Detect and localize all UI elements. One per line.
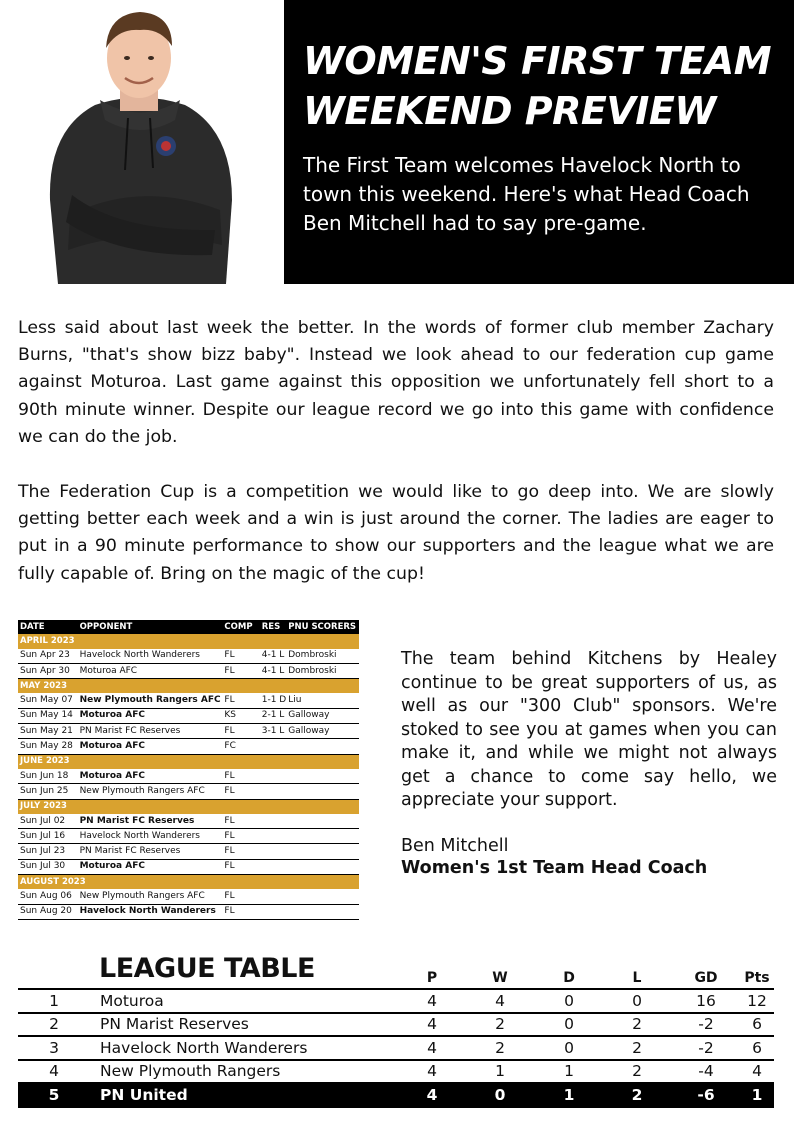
league-won: 0 [464, 1083, 536, 1107]
fixtures-header-scorers: PNU SCORERS [286, 620, 359, 634]
fixtures-month-label: AUGUST 2023 [18, 875, 359, 890]
league-position: 4 [18, 1060, 90, 1084]
fixture-scorers [286, 739, 359, 754]
league-position: 1 [18, 989, 90, 1013]
league-header-team [90, 968, 400, 989]
fixture-date: Sun Aug 20 [18, 904, 78, 919]
league-table-title: LEAGUE TABLE [99, 953, 315, 984]
fixture-comp: FL [222, 784, 259, 799]
fixture-comp: FL [222, 814, 259, 829]
signature-title: Women's 1st Team Head Coach [401, 858, 708, 878]
league-won: 4 [464, 989, 536, 1013]
league-won: 1 [464, 1060, 536, 1084]
fixture-date: Sun Jun 25 [18, 784, 78, 799]
fixtures-header-row [18, 620, 359, 634]
fixtures-row [18, 769, 359, 784]
league-lost: 2 [602, 1083, 672, 1107]
fixture-scorers [286, 889, 359, 904]
fixture-result: 2-1 L [260, 708, 287, 723]
fixtures-row [18, 814, 359, 829]
header-panel [284, 0, 794, 284]
fixture-result [260, 829, 287, 844]
league-goal-difference: 16 [672, 989, 740, 1013]
league-goal-difference: -2 [672, 1013, 740, 1037]
fixture-opponent: New Plymouth Rangers AFC [78, 889, 223, 904]
fixture-opponent: Havelock North Wanderers [78, 904, 223, 919]
fixture-result: 4-1 L [260, 663, 287, 678]
fixtures-row [18, 693, 359, 708]
league-won: 2 [464, 1036, 536, 1060]
fixture-result [260, 904, 287, 919]
league-played: 4 [400, 1060, 464, 1084]
league-row [18, 1036, 774, 1060]
fixtures-table [18, 620, 359, 920]
league-drawn: 0 [536, 1036, 602, 1060]
fixture-result: 4-1 L [260, 649, 287, 664]
fixtures-header-date: DATE [18, 620, 78, 634]
sponsor-message: The team behind Kitchens by Healey continue to be great supporters of us, as well as our "300 Club" sponsors. We're stoked to see you at games when you can make it, and while we might not always get a chance to come say hello, we appreciate your support. [401, 649, 777, 810]
fixtures-month-label: APRIL 2023 [18, 634, 359, 648]
league-position: 3 [18, 1036, 90, 1060]
league-drawn: 0 [536, 989, 602, 1013]
league-table [18, 968, 774, 1108]
fixture-comp: FL [222, 859, 259, 874]
fixture-opponent: Moturoa AFC [78, 708, 223, 723]
fixture-date: Sun Aug 06 [18, 889, 78, 904]
fixture-date: Sun Apr 30 [18, 663, 78, 678]
fixture-opponent: Havelock North Wanderers [78, 829, 223, 844]
league-header-row [18, 968, 774, 989]
fixtures-month-label: MAY 2023 [18, 679, 359, 694]
league-row [18, 989, 774, 1013]
league-lost: 2 [602, 1060, 672, 1084]
league-header-l: L [602, 968, 672, 989]
fixtures-header-comp: COMP [222, 620, 259, 634]
fixture-opponent: PN Marist FC Reserves [78, 724, 223, 739]
league-header-pts: Pts [740, 968, 774, 989]
fixture-comp: FC [222, 739, 259, 754]
fixture-opponent: Moturoa AFC [78, 663, 223, 678]
league-won: 2 [464, 1013, 536, 1037]
fixture-comp: FL [222, 769, 259, 784]
fixture-result [260, 784, 287, 799]
fixture-date: Sun Apr 23 [18, 649, 78, 664]
fixture-scorers [286, 904, 359, 919]
league-position: 2 [18, 1013, 90, 1037]
fixture-opponent: Moturoa AFC [78, 739, 223, 754]
article-paragraph-2: The Federation Cup is a competition we would like to go deep into. We are slowly getting better each week and a win is just around the corner. The ladies are eager to put in a 90 minute performance to show our supporters and the league what we are fully capable of. Bring on the magic of the cup! [18, 482, 774, 584]
fixtures-month-label: JULY 2023 [18, 799, 359, 814]
fixture-result [260, 739, 287, 754]
fixture-opponent: New Plymouth Rangers AFC [78, 693, 223, 708]
fixture-scorers [286, 784, 359, 799]
fixture-scorers [286, 814, 359, 829]
fixture-result [260, 844, 287, 859]
fixture-opponent: Moturoa AFC [78, 769, 223, 784]
league-lost: 2 [602, 1013, 672, 1037]
league-row [18, 1013, 774, 1037]
league-row [18, 1060, 774, 1084]
fixture-date: Sun Jul 16 [18, 829, 78, 844]
intro-text: The First Team welcomes Havelock North to town this weekend. Here's what Head Coach Ben Mitchell had to say pre-game. [303, 153, 750, 235]
fixture-result [260, 769, 287, 784]
league-points: 12 [740, 989, 774, 1013]
fixture-date: Sun May 14 [18, 708, 78, 723]
fixture-scorers [286, 859, 359, 874]
fixture-scorers [286, 844, 359, 859]
fixture-result: 1-1 D [260, 693, 287, 708]
league-team: New Plymouth Rangers [90, 1060, 400, 1084]
fixtures-month-row [18, 754, 359, 769]
fixture-opponent: PN Marist FC Reserves [78, 844, 223, 859]
league-played: 4 [400, 1036, 464, 1060]
fixtures-row [18, 844, 359, 859]
league-drawn: 0 [536, 1013, 602, 1037]
fixtures-month-row [18, 875, 359, 890]
fixtures-header-res: RES [260, 620, 287, 634]
article-paragraph-1: Less said about last week the better. In the words of former club member Zachary Burns, "that's show bizz baby". Instead we look ahead to our federation cup game against Moturoa. Last game against this opposition we unfortunately fell short to a 90th minute winner. Despite our league record we go into this game with confidence we can do the job. [18, 318, 774, 447]
fixture-opponent: Moturoa AFC [78, 859, 223, 874]
fixture-scorers: Dombroski [286, 663, 359, 678]
fixture-comp: FL [222, 889, 259, 904]
fixture-date: Sun Jun 18 [18, 769, 78, 784]
fixture-date: Sun May 21 [18, 724, 78, 739]
fixtures-row [18, 784, 359, 799]
fixture-result [260, 814, 287, 829]
league-team: PN United [90, 1083, 400, 1107]
fixtures-row [18, 889, 359, 904]
title-line-2: WEEKEND PREVIEW [303, 89, 716, 133]
fixtures-month-row [18, 799, 359, 814]
fixture-scorers [286, 769, 359, 784]
league-lost: 0 [602, 989, 672, 1013]
league-header-gd: GD [672, 968, 740, 989]
fixture-comp: FL [222, 844, 259, 859]
fixture-opponent: New Plymouth Rangers AFC [78, 784, 223, 799]
fixture-scorers: Liu [286, 693, 359, 708]
fixture-scorers: Dombroski [286, 649, 359, 664]
league-drawn: 1 [536, 1060, 602, 1084]
fixture-date: Sun Jul 23 [18, 844, 78, 859]
league-goal-difference: -2 [672, 1036, 740, 1060]
league-goal-difference: -6 [672, 1083, 740, 1107]
fixture-date: Sun May 07 [18, 693, 78, 708]
signature-name: Ben Mitchell [401, 836, 509, 856]
fixture-scorers: Galloway [286, 724, 359, 739]
fixtures-month-row [18, 634, 359, 648]
fixtures-row [18, 904, 359, 919]
fixtures-month-label: JUNE 2023 [18, 754, 359, 769]
league-points: 4 [740, 1060, 774, 1084]
league-drawn: 1 [536, 1083, 602, 1107]
fixture-result [260, 859, 287, 874]
fixture-comp: FL [222, 693, 259, 708]
coach-photo [0, 0, 284, 284]
fixtures-row [18, 708, 359, 723]
league-header-p: P [400, 968, 464, 989]
league-team: Havelock North Wanderers [90, 1036, 400, 1060]
league-header-pos [18, 968, 90, 989]
league-header-w: W [464, 968, 536, 989]
league-position: 5 [18, 1083, 90, 1107]
league-played: 4 [400, 1013, 464, 1037]
fixtures-row [18, 649, 359, 664]
fixture-comp: FL [222, 649, 259, 664]
fixture-opponent: Havelock North Wanderers [78, 649, 223, 664]
league-team: Moturoa [90, 989, 400, 1013]
fixtures-month-row [18, 679, 359, 694]
fixtures-row [18, 739, 359, 754]
fixtures-row [18, 724, 359, 739]
league-played: 4 [400, 1083, 464, 1107]
league-row [18, 1083, 774, 1107]
title-line-1: WOMEN'S FIRST TEAM [303, 39, 772, 83]
league-goal-difference: -4 [672, 1060, 740, 1084]
fixtures-row [18, 829, 359, 844]
fixture-comp: FL [222, 724, 259, 739]
fixture-scorers: Galloway [286, 708, 359, 723]
league-lost: 2 [602, 1036, 672, 1060]
fixtures-header-opponent: OPPONENT [78, 620, 223, 634]
fixture-comp: FL [222, 663, 259, 678]
fixture-date: Sun Jul 30 [18, 859, 78, 874]
fixture-date: Sun Jul 02 [18, 814, 78, 829]
league-played: 4 [400, 989, 464, 1013]
fixture-comp: FL [222, 904, 259, 919]
fixture-date: Sun May 28 [18, 739, 78, 754]
league-header-d: D [536, 968, 602, 989]
fixture-comp: FL [222, 829, 259, 844]
fixture-opponent: PN Marist FC Reserves [78, 814, 223, 829]
league-team: PN Marist Reserves [90, 1013, 400, 1037]
fixture-scorers [286, 829, 359, 844]
fixtures-row [18, 859, 359, 874]
league-points: 6 [740, 1036, 774, 1060]
fixtures-row [18, 663, 359, 678]
fixture-result: 3-1 L [260, 724, 287, 739]
league-points: 6 [740, 1013, 774, 1037]
fixture-result [260, 889, 287, 904]
fixture-comp: KS [222, 708, 259, 723]
page-title [303, 36, 783, 136]
league-points: 1 [740, 1083, 774, 1107]
